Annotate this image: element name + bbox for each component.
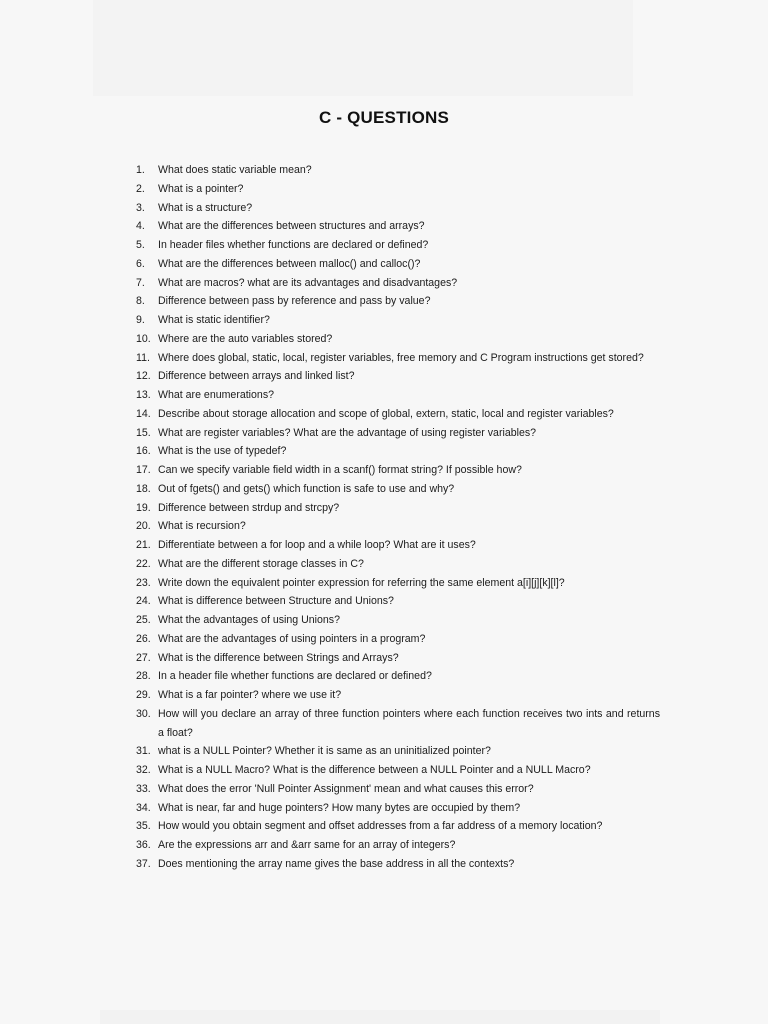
question-number: 34.	[136, 801, 151, 814]
question-number: 19.	[136, 501, 151, 514]
question-item	[136, 592, 660, 611]
question-number: 24.	[136, 595, 151, 608]
question-text: What are enumerations?	[158, 389, 275, 401]
question-text: Difference between arrays and linked list?	[158, 370, 355, 383]
question-number: 13.	[136, 389, 151, 401]
question-item	[136, 611, 660, 630]
question-item	[136, 292, 660, 311]
question-text: Difference between pass by reference and pass by value?	[158, 295, 431, 308]
question-number: 21.	[136, 539, 151, 551]
question-item	[136, 161, 660, 180]
question-number: 2.	[136, 182, 145, 195]
question-item	[136, 780, 660, 799]
question-text: What is a structure?	[158, 201, 253, 214]
question-number: 32.	[136, 764, 151, 776]
question-text: In header files whether functions are declared or defined?	[158, 239, 429, 251]
question-text: What are the advantages of using pointers in a program?	[158, 632, 426, 645]
question-item	[136, 311, 660, 330]
question-number: 6.	[136, 257, 145, 270]
question-text: Where does global, static, local, register variables, free memory and C Program instructions get stored?	[158, 351, 644, 364]
question-item	[136, 574, 660, 593]
question-item	[136, 630, 660, 649]
question-text: Are the expressions arr and &arr same for an array of integers?	[158, 839, 456, 851]
question-item	[136, 686, 660, 705]
question-text: What is the use of typedef?	[158, 445, 287, 458]
question-number: 26.	[136, 632, 151, 645]
question-number: 1.	[136, 164, 145, 176]
question-text: What is a pointer?	[158, 182, 244, 195]
question-number: 20.	[136, 520, 151, 533]
question-number: 22.	[136, 557, 151, 570]
question-item	[136, 499, 660, 518]
question-text: What is difference between Structure and Unions?	[158, 595, 394, 608]
question-item	[136, 349, 660, 368]
question-text: What are the differences between structures and arrays?	[158, 220, 425, 233]
question-text: What the advantages of using Unions?	[158, 614, 340, 626]
question-item	[136, 255, 660, 274]
question-list	[136, 161, 660, 874]
question-item	[136, 536, 660, 555]
footer-band	[100, 1010, 660, 1024]
question-item	[136, 461, 660, 480]
header-band	[93, 0, 633, 96]
question-number: 23.	[136, 576, 151, 589]
question-number: 37.	[136, 857, 151, 870]
question-item	[136, 405, 660, 424]
question-number: 30.	[136, 707, 151, 720]
question-text: What are the differences between malloc() and calloc()?	[158, 257, 421, 270]
question-text: What is the difference between Strings and Arrays?	[158, 651, 399, 664]
question-text: Can we specify variable field width in a scanf() format string? If possible how?	[158, 464, 522, 476]
question-item	[136, 367, 660, 386]
question-text: Write down the equivalent pointer expression for referring the same element a[i][j][k][l]?	[158, 576, 565, 589]
question-item	[136, 274, 660, 293]
question-number: 25.	[136, 614, 151, 626]
question-item	[136, 442, 660, 461]
question-item	[136, 836, 660, 855]
question-number: 15.	[136, 426, 151, 439]
question-item	[136, 180, 660, 199]
question-text: What does the error 'Null Pointer Assignment' mean and what causes this error?	[158, 782, 534, 795]
question-text: What are register variables? What are the advantage of using register variables?	[158, 426, 537, 439]
question-item	[136, 705, 660, 743]
question-text: Does mentioning the array name gives the base address in all the contexts?	[158, 857, 515, 870]
question-text: Where are the auto variables stored?	[158, 332, 333, 345]
question-text: Difference between strdup and strcpy?	[158, 501, 340, 514]
question-number: 3.	[136, 201, 145, 214]
question-number: 11.	[136, 351, 150, 364]
question-text: What does static variable mean?	[158, 164, 312, 176]
question-number: 28.	[136, 670, 151, 683]
question-number: 31.	[136, 745, 151, 758]
question-number: 27.	[136, 651, 151, 664]
question-text: What is recursion?	[158, 520, 246, 533]
question-item	[136, 480, 660, 499]
question-number: 33.	[136, 782, 151, 795]
question-number: 5.	[136, 239, 145, 251]
question-text: What is a far pointer? where we use it?	[158, 689, 342, 701]
question-text: What is near, far and huge pointers? How many bytes are occupied by them?	[158, 801, 521, 814]
question-number: 8.	[136, 295, 145, 308]
question-item	[136, 761, 660, 780]
question-text: What is static identifier?	[158, 314, 270, 326]
question-text: What is a NULL Macro? What is the difference between a NULL Pointer and a NULL Macro?	[158, 764, 591, 776]
question-text: Describe about storage allocation and scope of global, extern, static, local and register variables?	[158, 407, 614, 420]
question-item	[136, 742, 660, 761]
question-text: Out of fgets() and gets() which function is safe to use and why?	[158, 482, 455, 495]
question-text: what is a NULL Pointer? Whether it is same as an uninitialized pointer?	[158, 745, 491, 758]
question-number: 12.	[136, 370, 151, 383]
question-number: 29.	[136, 689, 151, 701]
question-number: 36.	[136, 839, 151, 851]
page-title: C - QUESTIONS	[318, 108, 450, 127]
question-number: 10.	[136, 332, 151, 345]
question-number: 14.	[136, 407, 151, 420]
question-text: What are macros? what are its advantages and disadvantages?	[158, 276, 458, 289]
question-item	[136, 386, 660, 405]
question-text: In a header file whether functions are declared or defined?	[158, 670, 432, 683]
question-text: What are the different storage classes in C?	[158, 557, 364, 570]
question-number: 18.	[136, 482, 151, 495]
question-item	[136, 236, 660, 255]
question-item	[136, 330, 660, 349]
question-number: 9.	[136, 314, 145, 326]
question-item	[136, 667, 660, 686]
question-item	[136, 424, 660, 443]
question-text: Differentiate between a for loop and a while loop? What are it uses?	[158, 539, 476, 551]
question-number: 4.	[136, 220, 145, 233]
question-number: 35.	[136, 820, 151, 833]
question-item	[136, 217, 660, 236]
question-item	[136, 855, 660, 874]
question-item	[136, 649, 660, 668]
question-text: How will you declare an array of three function pointers where each function receives two ints and returns a float?	[158, 707, 660, 739]
question-number: 17.	[136, 464, 151, 476]
question-item	[136, 817, 660, 836]
question-number: 16.	[136, 445, 151, 458]
question-number: 7.	[136, 276, 145, 289]
question-item	[136, 799, 660, 818]
question-item	[136, 199, 660, 218]
question-item	[136, 517, 660, 536]
question-item	[136, 555, 660, 574]
question-text: How would you obtain segment and offset addresses from a far address of a memory location?	[158, 820, 603, 833]
